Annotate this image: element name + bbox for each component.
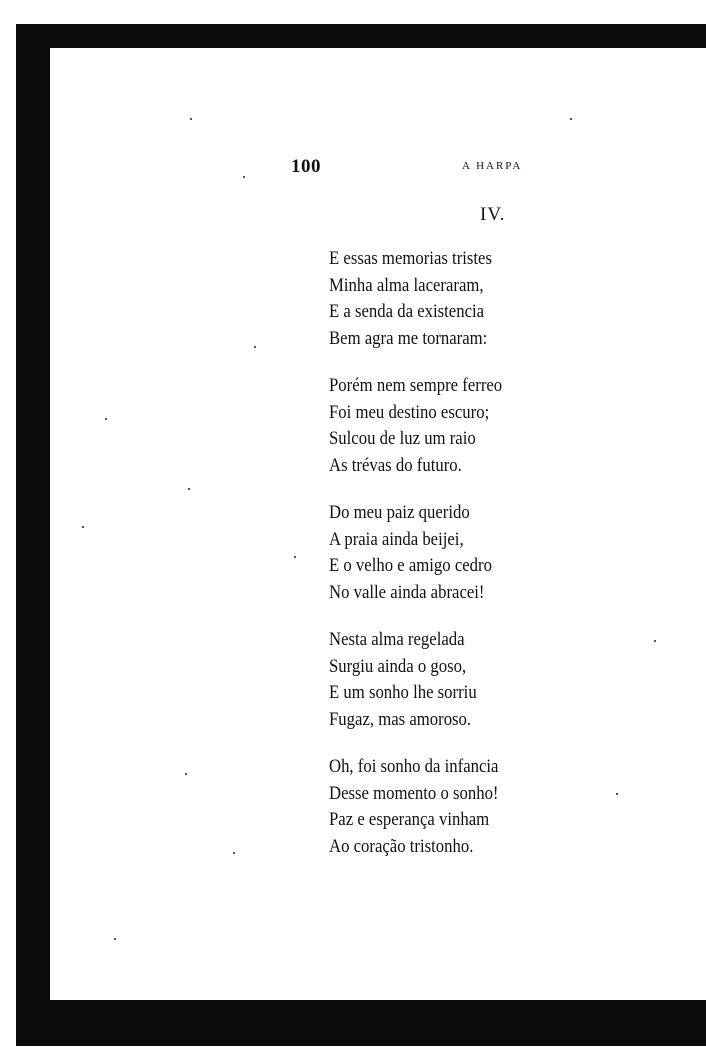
poem-line: Do meu paiz querido [329, 502, 470, 523]
stanza [329, 373, 629, 479]
paper-speck [188, 488, 190, 490]
poem-line: Porém nem sempre ferreo [329, 375, 503, 396]
paper-speck [82, 526, 84, 528]
poem [329, 246, 629, 881]
poem-line: No valle ainda abracei! [329, 581, 485, 603]
poem-line: Surgiu ainda o goso, [329, 655, 467, 677]
poem-line: Minha alma laceraram, [329, 274, 484, 296]
poem-line: Fugaz, mas amoroso. [329, 708, 472, 730]
stanza [329, 246, 629, 352]
poem-line: E um sonho lhe sorriu [329, 682, 477, 703]
poem-line: E o velho e amigo cedro [329, 555, 492, 576]
poem-line: Oh, foi sonho da infancia [329, 756, 499, 777]
page-number: 100 [291, 156, 321, 177]
stanza [329, 754, 629, 860]
scan-border-bottom [16, 1000, 706, 1046]
poem-line: A praia ainda beijei, [329, 528, 464, 550]
poem-line: Ao coração tristonho. [329, 835, 474, 857]
paper-speck [233, 852, 235, 854]
poem-line: As trévas do futuro. [329, 454, 462, 476]
stanza [329, 627, 629, 733]
poem-line: Bem agra me tornaram: [329, 327, 488, 349]
poem-line: Foi meu destino escuro; [329, 401, 490, 423]
paper-speck [185, 773, 187, 775]
paper-speck [570, 118, 572, 120]
poem-line: E essas memorias tristes [329, 248, 492, 269]
paper-speck [254, 346, 256, 348]
paper-speck [294, 556, 296, 558]
poem-line: Paz e esperança vinham [329, 809, 490, 830]
running-title: A HARPA [462, 160, 523, 172]
poem-line: Nesta alma regelada [329, 629, 465, 650]
paper-speck [654, 640, 656, 642]
poem-line: Sulcou de luz um raio [329, 428, 476, 449]
stanza [329, 500, 629, 606]
section-number: IV. [480, 204, 506, 225]
page-header [0, 156, 706, 180]
paper-speck [105, 418, 107, 420]
paper-speck [114, 938, 116, 940]
poem-line: E a senda da existencia [329, 301, 485, 322]
paper-speck [190, 118, 192, 120]
poem-line: Desse momento o sonho! [329, 782, 499, 804]
